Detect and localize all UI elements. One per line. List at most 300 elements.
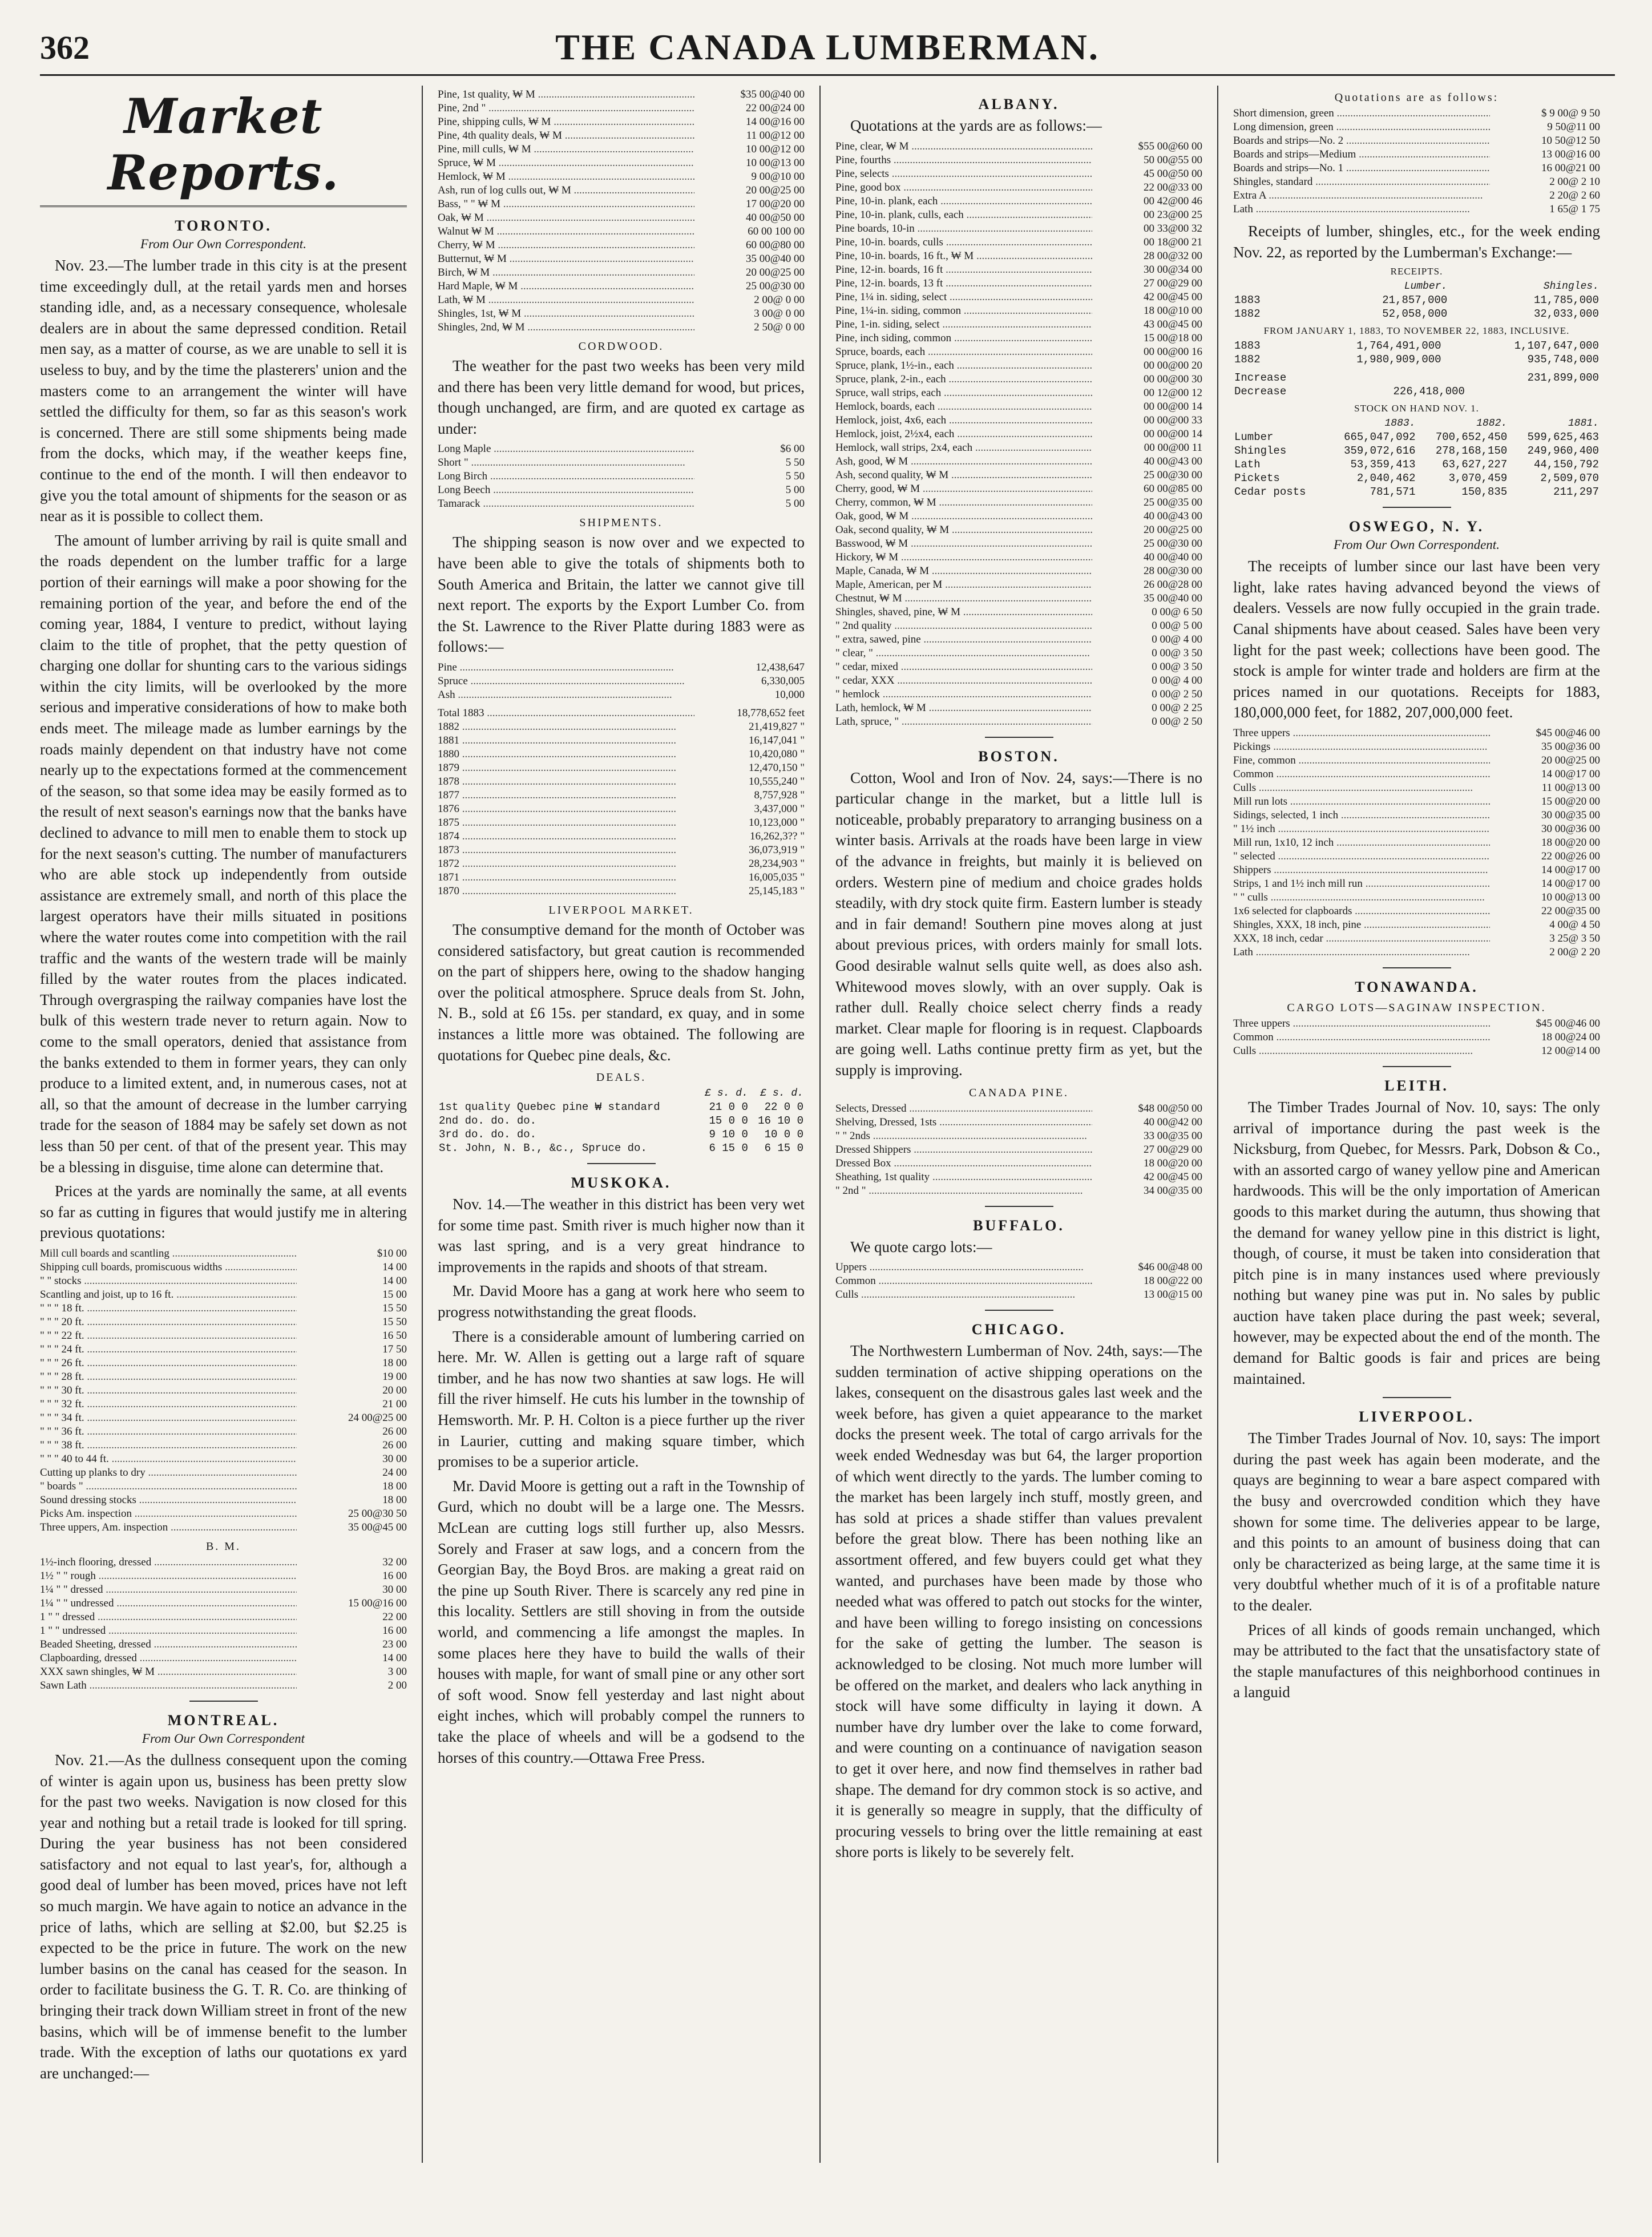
price-row <box>438 184 805 197</box>
albany-intro: Quotations at the yards are as follows:— <box>850 117 1102 134</box>
item-price: 40 00@42 00 <box>1144 1116 1202 1128</box>
cordwood-text: The weather for the past two weeks has been very mild and there has been very little demand for wood, but prices, though unchanged, are firm, and are quoted ex cartage as under: <box>438 357 805 437</box>
item-label: Scantling and joist, up to 16 ft. ..... <box>40 1288 297 1302</box>
price-row <box>1233 905 1600 918</box>
stat-cell: 9 10 0 <box>709 1128 748 1141</box>
price-row <box>835 140 1202 154</box>
stat-cell: St. John, N. B., &c., Spruce do. <box>439 1142 647 1155</box>
item-price: $48 00@50 00 <box>1138 1102 1202 1115</box>
boston-heading: BOSTON. <box>978 748 1060 765</box>
column-header <box>438 1087 697 1100</box>
price-row <box>1233 932 1600 946</box>
item-price: 35 00@45 00 <box>348 1521 407 1533</box>
item-label: Pine, 10-in. plank, culls, each ..... <box>835 208 1092 222</box>
deals-table <box>438 1087 805 1155</box>
item-price: 22 00@26 00 <box>1541 850 1600 862</box>
price-row <box>438 885 805 898</box>
stat-cell: 21 0 0 <box>709 1101 748 1114</box>
price-row <box>835 400 1202 414</box>
price-row <box>438 816 805 830</box>
price-row <box>40 1493 407 1507</box>
oswego-quotes <box>1233 726 1600 959</box>
column-header: Lumber. <box>1404 281 1448 293</box>
stat-cell: 6 15 0 <box>764 1142 803 1155</box>
item-label: " " " 26 ft. ..... <box>40 1356 297 1370</box>
item-label: Shipping cull boards, promiscuous widths ..... <box>40 1261 297 1274</box>
item-label: Bass, " " ₩ M ..... <box>438 197 694 211</box>
item-price: 5 50 <box>785 470 805 483</box>
item-price: 17 00@20 00 <box>746 198 805 210</box>
item-price: 50 00@55 00 <box>1144 154 1202 166</box>
canada-pine-heading: CANADA PINE. <box>969 1086 1069 1099</box>
stat-cell: 665,047,092 <box>1344 431 1416 444</box>
stat-cell: 10 0 0 <box>764 1128 803 1141</box>
price-row <box>438 143 805 156</box>
stat-cell: 15 0 0 <box>709 1115 748 1128</box>
item-label: 1¼ " " undressed ..... <box>40 1597 297 1610</box>
item-label: 1878 ..... <box>438 775 694 789</box>
toronto-heading: TORONTO. <box>175 217 272 234</box>
item-price: 24 00 <box>382 1466 407 1479</box>
item-price: 42 00@45 00 <box>1144 1170 1202 1183</box>
cordwood-quotes <box>438 442 805 511</box>
item-price: 26 00 <box>382 1425 407 1438</box>
item-label: Oak, ₩ M ..... <box>438 211 694 225</box>
item-price: 20 00@25 00 <box>1144 523 1202 536</box>
price-row <box>835 455 1202 469</box>
item-label: " " " 30 ft. ..... <box>40 1384 297 1398</box>
item-label: Lath ..... <box>1233 203 1490 216</box>
column-3 <box>821 86 1218 2163</box>
deals-heading: DEALS. <box>596 1071 647 1084</box>
price-row <box>835 441 1202 455</box>
item-label: 1877 ..... <box>438 789 694 802</box>
stat-cell: 16 10 0 <box>758 1115 803 1128</box>
item-price: 00 00@00 30 <box>1144 373 1202 385</box>
item-price: 28 00@32 00 <box>1144 249 1202 262</box>
price-row <box>40 1665 407 1679</box>
stat-cell: 1st quality Quebec pine ₩ standard <box>439 1101 660 1114</box>
price-row <box>438 211 805 225</box>
stat-cell: 1882 <box>1234 353 1261 366</box>
item-label: Pine, clear, ₩ M ..... <box>835 140 1092 154</box>
paragraph: Cotton, Wool and Iron of Nov. 24, says:—There is no particular change in the market, but a little lull is noticeable, probably preparatory to arranging business on a winter basis. Arrivals at the roads have been large in view of the advance in freights, but mainly it is believed on orders. Western pine of medium and choice grades holds steadily, with dry stock quite firm. Eastern lumber is steady and in fair demand! Southern pine moves along at just about previous prices, with orders mainly for small lots. Good desirable walnut sells quite well, as does also ash. Whitewood moves slowly, with an over supply. Oak is rather dull. Really choice select cherry finds a ready market. Clear maple for flooring is in request. Clapboards are going well. Laths continue pretty firm as yet, but the supply is improving. <box>835 769 1202 1079</box>
price-row <box>835 195 1202 208</box>
liverpool-body <box>1233 1428 1600 1703</box>
price-row <box>40 1610 407 1624</box>
stat-cell: 231,899,000 <box>1527 372 1599 385</box>
liverpool-heading: LIVERPOOL. <box>1359 1408 1475 1426</box>
item-label: Pine, mill culls, ₩ M ..... <box>438 143 694 156</box>
item-label: Ash, second quality, ₩ M ..... <box>835 469 1092 482</box>
price-row <box>835 551 1202 564</box>
price-row <box>438 170 805 184</box>
item-price: 11 00@12 00 <box>746 130 805 142</box>
stat-cell: 53,359,413 <box>1350 458 1416 471</box>
item-label: Long dimension, green ..... <box>1233 120 1490 134</box>
masthead <box>40 23 1615 76</box>
price-row <box>835 510 1202 523</box>
item-label: Butternut, ₩ M ..... <box>438 252 694 266</box>
stat-row <box>1233 293 1600 307</box>
price-row <box>835 1261 1202 1274</box>
stat-cell: 6 15 0 <box>709 1142 748 1155</box>
paragraph: Mr. David Moore is getting out a raft in the Township of Gurd, which no doubt will be a large one. The Messrs. McLean are cutting logs still further up, also Messrs. Sorely and Fraser at saw logs, and a concern from the Georgian Bay, the Boyd Bros. are making a great raid on the pine up South River. There is scarcely any red pine in this locality. Settlers are still shoving in from the outside world, and commencing a life amongst the maples. In some places here they have to build the walls of their houses with maple, for want of small pine or any other sort of soft wood. Snow fell yesterday and last night about eight inches, which will probably compel the runners to take the place of wheels and will be a godsend to the horses of this country.—Ottawa Free Press. <box>438 1477 805 1766</box>
item-price: 16,147,041 " <box>748 734 805 746</box>
item-label: 1870 ..... <box>438 885 694 898</box>
price-row <box>40 1343 407 1356</box>
price-row <box>835 482 1202 496</box>
price-row <box>1233 740 1600 754</box>
item-price: 16 00 <box>382 1569 407 1582</box>
item-label: " " " 20 ft. ..... <box>40 1315 297 1329</box>
item-label: Hickory, ₩ M ..... <box>835 551 1092 564</box>
divider <box>1383 1066 1451 1067</box>
item-label: Short " ..... <box>438 456 694 470</box>
item-label: Mill run lots ..... <box>1233 795 1490 809</box>
market-reports-banner: Market Reports. <box>40 88 407 207</box>
item-label: Pine, 12-in. boards, 16 ft ..... <box>835 263 1092 277</box>
column-1 <box>40 86 423 2163</box>
stat-cell: Cedar posts <box>1234 486 1306 499</box>
stat-cell: Pickets <box>1234 472 1280 485</box>
albany-heading: ALBANY. <box>978 96 1060 112</box>
item-label: Long Beech ..... <box>438 483 694 497</box>
item-price: 9 00@10 00 <box>751 171 805 183</box>
price-row <box>40 1274 407 1288</box>
price-row <box>835 1116 1202 1129</box>
item-label: Oak, second quality, ₩ M ..... <box>835 523 1092 537</box>
price-row <box>1233 822 1600 836</box>
item-label: Maple, Canada, ₩ M ..... <box>835 564 1092 578</box>
price-row <box>835 592 1202 605</box>
tonawanda-heading: TONAWANDA. <box>1355 978 1479 995</box>
price-row <box>438 225 805 239</box>
price-row <box>835 564 1202 578</box>
item-label: Hemlock, wall strips, 2x4, each ..... <box>835 441 1092 455</box>
column-header <box>1233 417 1325 430</box>
item-price: $45 00@46 00 <box>1536 726 1600 739</box>
stat-cell: 211,297 <box>1553 486 1599 499</box>
item-price: 30 00 <box>382 1583 407 1596</box>
item-price: 40 00@43 00 <box>1144 510 1202 522</box>
price-row <box>1233 891 1600 905</box>
item-label: Mill run, 1x10, 12 inch ..... <box>1233 836 1490 850</box>
item-label: Culls ..... <box>1233 781 1490 795</box>
item-price: 30 00@35 00 <box>1541 809 1600 821</box>
item-price: 22 00@35 00 <box>1541 905 1600 917</box>
item-price: 18 00@10 00 <box>1144 304 1202 317</box>
price-row <box>1233 726 1600 740</box>
item-label: 1875 ..... <box>438 816 694 830</box>
item-price: 0 00@ 2 50 <box>1152 688 1202 700</box>
item-label: Boards and strips—No. 2 ..... <box>1233 134 1490 148</box>
item-price: 35 00@40 00 <box>1144 592 1202 604</box>
price-row <box>40 1556 407 1569</box>
item-price: 22 00 <box>382 1610 407 1623</box>
item-price: 13 00@15 00 <box>1144 1289 1202 1301</box>
newspaper-title: THE CANADA LUMBERMAN. <box>555 27 1100 67</box>
item-price: 60 00 100 00 <box>748 225 805 237</box>
item-label: Pine, 1-in. siding, select ..... <box>835 318 1092 332</box>
price-row <box>835 1184 1202 1198</box>
price-row <box>438 88 805 102</box>
stat-cell: 3rd do. do. do. <box>439 1128 537 1141</box>
item-price: 24 00@25 00 <box>348 1411 407 1424</box>
price-row <box>40 1247 407 1261</box>
price-row <box>40 1638 407 1651</box>
price-row <box>835 290 1202 304</box>
price-row <box>438 280 805 293</box>
item-price: 6,330,005 <box>761 675 805 687</box>
item-label: Birch, ₩ M ..... <box>438 266 694 280</box>
stat-cell: 1,107,647,000 <box>1514 340 1599 353</box>
item-price: $35 00@40 00 <box>740 88 805 100</box>
price-row <box>1233 946 1600 959</box>
stat-cell: 2nd do. do. do. <box>439 1115 537 1128</box>
item-label: Common ..... <box>835 1274 1092 1288</box>
price-row <box>835 1143 1202 1157</box>
price-row <box>835 1102 1202 1116</box>
item-label: Uppers ..... <box>835 1261 1092 1274</box>
item-price: 25 00@30 50 <box>348 1507 407 1520</box>
columns <box>40 86 1615 2163</box>
item-price: 5 00 <box>785 484 805 496</box>
price-row <box>1233 781 1600 795</box>
item-label: Lath, hemlock, ₩ M ..... <box>835 701 1092 715</box>
page-number: 362 <box>40 29 90 66</box>
item-price: 10,000 <box>774 688 805 701</box>
item-label: Shingles, standard ..... <box>1233 175 1490 189</box>
item-label: 1882 ..... <box>438 720 694 734</box>
stat-cell: 32,033,000 <box>1533 308 1599 321</box>
buffalo-intro: We quote cargo lots:— <box>850 1238 992 1255</box>
item-price: 21 00 <box>382 1398 407 1410</box>
stat-cell: 1,764,491,000 <box>1356 340 1441 353</box>
item-label: Mill cull boards and scantling ..... <box>40 1247 297 1261</box>
stat-cell: 249,960,400 <box>1527 445 1599 458</box>
shipments-heading: SHIPMENTS. <box>579 516 663 530</box>
buffalo-quotes <box>835 1261 1202 1302</box>
item-price: 15 00@16 00 <box>348 1597 407 1609</box>
stat-cell: 700,652,450 <box>1435 431 1508 444</box>
item-label: 1x6 selected for clapboards ..... <box>1233 905 1490 918</box>
price-row <box>40 1315 407 1329</box>
stat-row <box>1233 385 1600 398</box>
item-label: Spruce, ₩ M ..... <box>438 156 694 170</box>
item-price: 5 50 <box>785 457 805 469</box>
item-price: 14 00@17 00 <box>1541 877 1600 890</box>
price-row <box>1233 809 1600 822</box>
item-label: Oak, good, ₩ M ..... <box>835 510 1092 523</box>
price-row <box>1233 795 1600 809</box>
price-row <box>40 1597 407 1610</box>
item-label: Picks Am. inspection ..... <box>40 1507 297 1521</box>
price-row <box>438 497 805 511</box>
leith-heading: LEITH. <box>1384 1077 1449 1094</box>
stat-cell <box>1332 371 1466 385</box>
stat-cell: Lumber <box>1234 431 1274 444</box>
toronto-quotes <box>40 1247 407 1535</box>
item-price: 15 50 <box>382 1302 407 1314</box>
item-label: Tamarack ..... <box>438 497 694 511</box>
toronto-bm-heading: B. M. <box>205 1540 241 1553</box>
price-row <box>438 830 805 843</box>
price-row <box>835 1157 1202 1170</box>
price-row <box>40 1624 407 1638</box>
paragraph: Prices of all kinds of goods remain unchanged, which may be attributed to the fact that the unsatisfactory state of the staple manufactures of this neighborhood continues in a languid <box>1233 1621 1600 1701</box>
item-label: Lath, ₩ M ..... <box>438 293 694 307</box>
item-label: 1¼ " " dressed ..... <box>40 1583 297 1597</box>
item-price: 33 00@35 00 <box>1144 1129 1202 1142</box>
price-row <box>40 1466 407 1480</box>
buffalo-heading: BUFFALO. <box>973 1217 1065 1234</box>
price-row <box>438 197 805 211</box>
oswego-body <box>1233 556 1600 723</box>
item-label: Ash ..... <box>438 688 694 702</box>
increase-decrease-table <box>1233 371 1600 398</box>
item-label: XXX sawn shingles, ₩ M ..... <box>40 1665 297 1679</box>
price-row <box>1233 1017 1600 1031</box>
column-header: 1882. <box>1476 418 1508 430</box>
price-row <box>40 1370 407 1384</box>
price-row <box>1233 175 1600 189</box>
price-row <box>835 647 1202 660</box>
column-header <box>1233 280 1297 293</box>
item-price: 2 20@ 2 60 <box>1549 189 1600 201</box>
item-label: " " " 36 ft. ..... <box>40 1425 297 1439</box>
toronto-byline: From Our Own Correspondent. <box>140 237 306 251</box>
item-price: 15 50 <box>382 1315 407 1328</box>
item-label: XXX, 18 inch, cedar ..... <box>1233 932 1490 946</box>
paragraph: There is a considerable amount of lumbering carried on here. Mr. W. Allen is getting out a large raft of square timber, and he has now two shanties at saw logs. He will fill the river himself. He cuts his lumber in the township of Hemsworth. Mr. P. H. Colton is a piece further up the river in Laurier, cutting and making square timber, which promises to be a superior article. <box>438 1327 805 1471</box>
divider <box>1383 507 1451 508</box>
toronto-body <box>40 255 407 1243</box>
stat-row <box>438 1128 805 1141</box>
stat-row <box>438 1114 805 1128</box>
chicago-heading: CHICAGO. <box>971 1321 1067 1338</box>
montreal-body <box>40 1750 407 2084</box>
stat-cell: 278,168,150 <box>1435 445 1508 458</box>
item-label: Pine boards, 10-in ..... <box>835 222 1092 236</box>
item-price: 36,073,919 " <box>748 843 805 856</box>
item-price: 22 00@24 00 <box>746 102 805 114</box>
price-row <box>835 318 1202 332</box>
paragraph: The receipts of lumber since our last have been very light, lake rates having advanced beyond the views of dealers. Vessels are now fully occupied in the grain trade. Canal shipments have about ceased. Sales have been very light for the past week; collections have been good. The stock is ample for winter trade and holders are firm at the prices named in our quotations. Receipts for 1883, 180,000,000 feet, for 1882, 207,000,000 feet. <box>1233 558 1600 721</box>
item-price: 43 00@45 00 <box>1144 318 1202 330</box>
item-label: Spruce, wall strips, each ..... <box>835 386 1092 400</box>
item-price: 34 00@35 00 <box>1144 1184 1202 1197</box>
item-price: 14 00 <box>382 1274 407 1287</box>
item-label: Chestnut, ₩ M ..... <box>835 592 1092 605</box>
item-label: Cherry, ₩ M ..... <box>438 239 694 252</box>
price-row <box>835 222 1202 236</box>
price-row <box>835 1274 1202 1288</box>
item-price: 00 23@00 25 <box>1144 208 1202 221</box>
stat-cell: 21,857,000 <box>1382 294 1448 307</box>
item-price: 25,145,183 " <box>748 885 805 897</box>
price-row <box>835 1170 1202 1184</box>
stat-cell: 226,418,000 <box>1393 385 1465 398</box>
item-price: $46 00@48 00 <box>1138 1261 1202 1274</box>
item-label: Sawn Lath ..... <box>40 1679 297 1693</box>
item-price: $10 00 <box>377 1247 407 1259</box>
stat-row <box>438 1100 805 1114</box>
price-row <box>835 469 1202 482</box>
item-price: 25 00@30 00 <box>1144 469 1202 481</box>
item-label: Culls ..... <box>835 1288 1092 1302</box>
price-row <box>40 1398 407 1411</box>
item-price: 16 00@21 00 <box>1541 162 1600 174</box>
item-label: 1880 ..... <box>438 748 694 761</box>
price-row <box>438 775 805 789</box>
item-label: Sidings, selected, 1 inch ..... <box>1233 809 1490 822</box>
item-price: 3 00@ 0 00 <box>754 308 805 320</box>
item-label: Ash, good, ₩ M ..... <box>835 455 1092 469</box>
item-label: " " " 34 ft. ..... <box>40 1411 297 1425</box>
item-label: 1874 ..... <box>438 830 694 843</box>
price-row <box>835 674 1202 688</box>
price-row <box>438 675 805 688</box>
item-label: " " " 40 to 44 ft. ..... <box>40 1452 297 1466</box>
item-price: 4 00@ 4 50 <box>1549 918 1600 931</box>
stat-cell: 44,150,792 <box>1533 458 1599 471</box>
item-price: 18 00@20 00 <box>1541 836 1600 849</box>
price-row <box>438 115 805 129</box>
shipments-text: The shipping season is now over and we expected to have been able to give the totals of shipments both to South America and Britain, the latter we cannot give till next report. The exports by the Export Lumber Co. from the St. Lawrence to the River Platte during 1883 were as follows:— <box>438 534 805 656</box>
item-label: Spruce ..... <box>438 675 694 688</box>
item-label: Lath, spruce, " ..... <box>835 715 1092 729</box>
item-label: Strips, 1 and 1½ inch mill run ..... <box>1233 877 1490 891</box>
stat-row <box>1233 444 1600 458</box>
price-row <box>835 660 1202 674</box>
item-label: Three uppers ..... <box>1233 726 1490 740</box>
price-row <box>835 359 1202 373</box>
price-row <box>1233 877 1600 891</box>
item-label: " " " 24 ft. ..... <box>40 1343 297 1356</box>
stat-header-row <box>438 1087 805 1100</box>
price-row <box>1233 189 1600 203</box>
stat-cell: 359,072,616 <box>1344 445 1416 458</box>
paragraph: The amount of lumber arriving by rail is quite small and the roads dependent on the lumber traffic for a large portion of their earnings will make a poor showing for the remaining portion of the year, and before the end of the coming year, 1884, I venture to predict, without laying claim to the title of prophet, that the petty question of charging one dollar for shunting cars to the various sidings within the city limits, will be overlooked by the more serious and imperative considerations of how to make both ends meet. The mileage made as lumber earnings by the roads mainly dependent on that industry have not come nearly up to the expectations formed at the commencement of the season, so that some idea may be easily formed as to the result of next season's earnings now that the banks have declined to advance to mill men to enable them to stock up for the next season's cutting. The number of manufacturers who are able stock up independently from outside assistance are extremely small, and north of this place the largest operators have their mills situated in positions where the water routes come into competition with the rail traffic and the wants of the western trade will be mainly filled by the water routes from the places indicated. Through overgrasping the railway companies have lost the bulk of this western trade never to return again. Now to come to the small operators, denied that assistance from the banks extended to them in former years, they can only produce to a limited extent, and, in numerous cases, not at all, so that the amount of decrease in the lumber carrying trade for the season of 1884 may be safely set down as not less than 50 per cent. of that of the present year. This may be a blessing in disguise, time alone can determine that. <box>40 531 407 1176</box>
paragraph: Prices at the yards are nominally the same, at all events so far as cutting in figures that would justify me in altering previous quotations: <box>40 1182 407 1242</box>
item-price: 35 00@36 00 <box>1541 740 1600 753</box>
muskoka-body <box>438 1194 805 1768</box>
item-label: 1881 ..... <box>438 734 694 748</box>
item-label: 1871 ..... <box>438 871 694 885</box>
price-row <box>40 1439 407 1452</box>
item-price: 0 00@ 3 50 <box>1152 647 1202 659</box>
price-row <box>40 1521 407 1535</box>
item-price: 20 00@25 00 <box>746 266 805 278</box>
item-label: 1 " " undressed ..... <box>40 1624 297 1638</box>
item-label: 1½-inch flooring, dressed ..... <box>40 1556 297 1569</box>
price-row <box>835 386 1202 400</box>
item-price: 15 00@20 00 <box>1541 795 1600 807</box>
montreal-heading: MONTREAL. <box>167 1711 280 1729</box>
item-label: " " 2nds ..... <box>835 1129 1092 1143</box>
item-price: 00 00@00 14 <box>1144 427 1202 440</box>
item-label: Total 1883 ..... <box>438 706 694 720</box>
item-price: 19 00 <box>382 1370 407 1383</box>
item-label: " " " 22 ft. ..... <box>40 1329 297 1343</box>
item-price: 18 00 <box>382 1480 407 1492</box>
item-label: Cutting up planks to dry ..... <box>40 1466 297 1480</box>
price-row <box>835 715 1202 729</box>
item-price: 5 00 <box>785 498 805 510</box>
item-label: " selected ..... <box>1233 850 1490 863</box>
item-price: 25 00@30 00 <box>746 280 805 292</box>
